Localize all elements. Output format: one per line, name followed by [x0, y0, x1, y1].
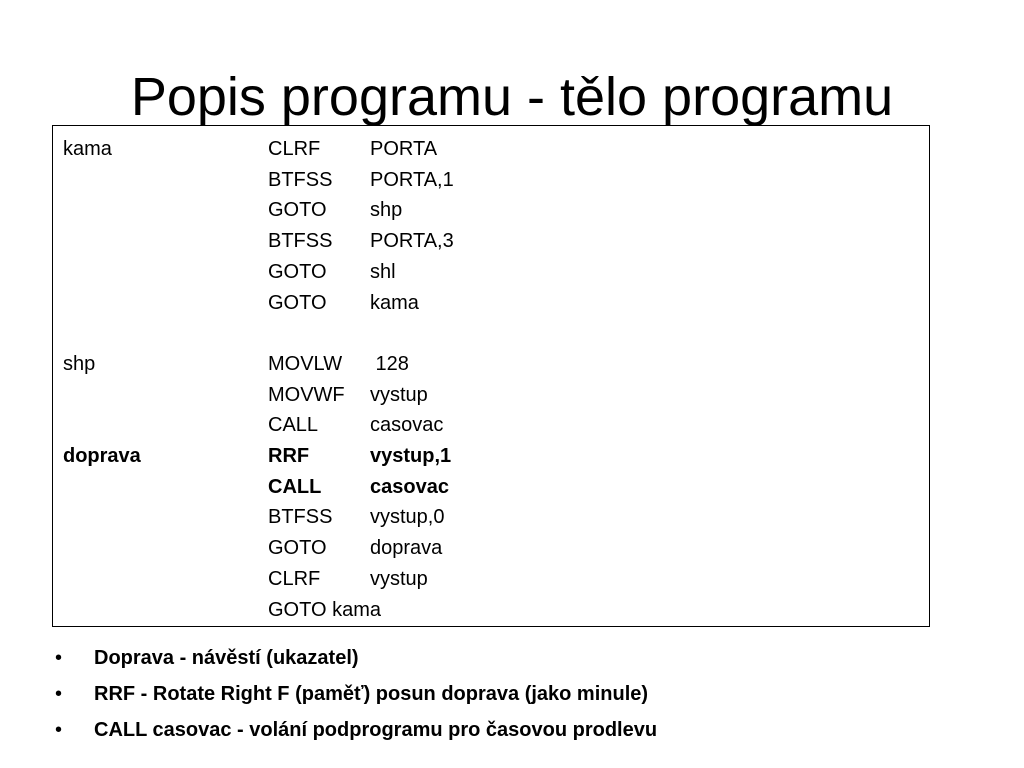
code-line	[53, 288, 929, 318]
code-instruction: CALL	[268, 414, 319, 437]
code-operand: doprava	[370, 537, 443, 560]
code-operand: shl	[370, 260, 396, 283]
code-instruction: BTFSS	[268, 168, 333, 191]
code-line	[53, 195, 929, 225]
code-instruction: GOTO	[268, 537, 327, 560]
code-instruction: BTFSS	[268, 506, 333, 529]
code-instruction: CLRF	[268, 567, 321, 590]
slide-title: Popis programu - tělo programu	[130, 67, 894, 127]
code-line	[53, 257, 929, 287]
code-operand: shp	[370, 199, 403, 222]
code-instruction: CLRF	[268, 138, 321, 160]
bullet-text: RRF - Rotate Right F (paměť) posun doprava (jako minule)	[94, 683, 649, 705]
code-instruction: GOTO	[268, 199, 327, 222]
bullet-item	[55, 640, 995, 676]
code-operand: vystup,0	[370, 506, 445, 529]
code-instruction: GOTO	[268, 291, 327, 314]
bullet-item	[55, 676, 995, 712]
code-instruction: MOVLW	[268, 352, 343, 375]
code-line	[53, 502, 929, 532]
code-line	[53, 533, 929, 563]
code-instruction: MOVWF	[268, 383, 345, 406]
code-operand: PORTA,1	[370, 168, 454, 191]
code-operand: casovac	[370, 475, 449, 498]
code-line	[53, 134, 929, 164]
bullet-dot-icon: •	[55, 719, 63, 741]
code-operand: vystup	[370, 567, 428, 590]
code-operand: casovac	[370, 414, 444, 437]
code-label: shp	[63, 352, 96, 375]
code-label: doprava	[63, 445, 141, 467]
code-instruction: GOTO	[268, 260, 327, 283]
code-listing	[52, 125, 930, 627]
bullet-list	[55, 640, 995, 748]
bullet-item	[55, 712, 995, 748]
code-line	[53, 226, 929, 256]
code-operand: 128	[370, 352, 409, 375]
code-line-blank	[53, 318, 929, 348]
bullet-text: CALL casovac - volání podprogramu pro časovou prodlevu	[94, 719, 658, 741]
bullet-dot-icon: •	[55, 647, 63, 669]
code-line	[53, 441, 929, 471]
code-line	[53, 472, 929, 502]
code-line	[53, 380, 929, 410]
code-line	[53, 349, 929, 379]
code-label: kama	[63, 138, 112, 160]
code-instruction: CALL	[268, 475, 322, 498]
code-operand: PORTA	[370, 138, 438, 160]
code-instruction: GOTO kama	[268, 598, 381, 621]
code-operand: vystup,1	[370, 445, 452, 467]
code-line	[53, 165, 929, 195]
code-operand: vystup	[370, 383, 428, 406]
code-line	[53, 564, 929, 594]
bullet-dot-icon: •	[55, 683, 63, 705]
code-line	[53, 410, 929, 440]
code-line	[53, 595, 929, 625]
bullet-text: Doprava - návěstí (ukazatel)	[94, 647, 359, 669]
code-instruction: BTFSS	[268, 230, 333, 253]
code-operand: PORTA,3	[370, 230, 454, 253]
code-operand: kama	[370, 291, 419, 314]
code-instruction: RRF	[268, 445, 310, 467]
